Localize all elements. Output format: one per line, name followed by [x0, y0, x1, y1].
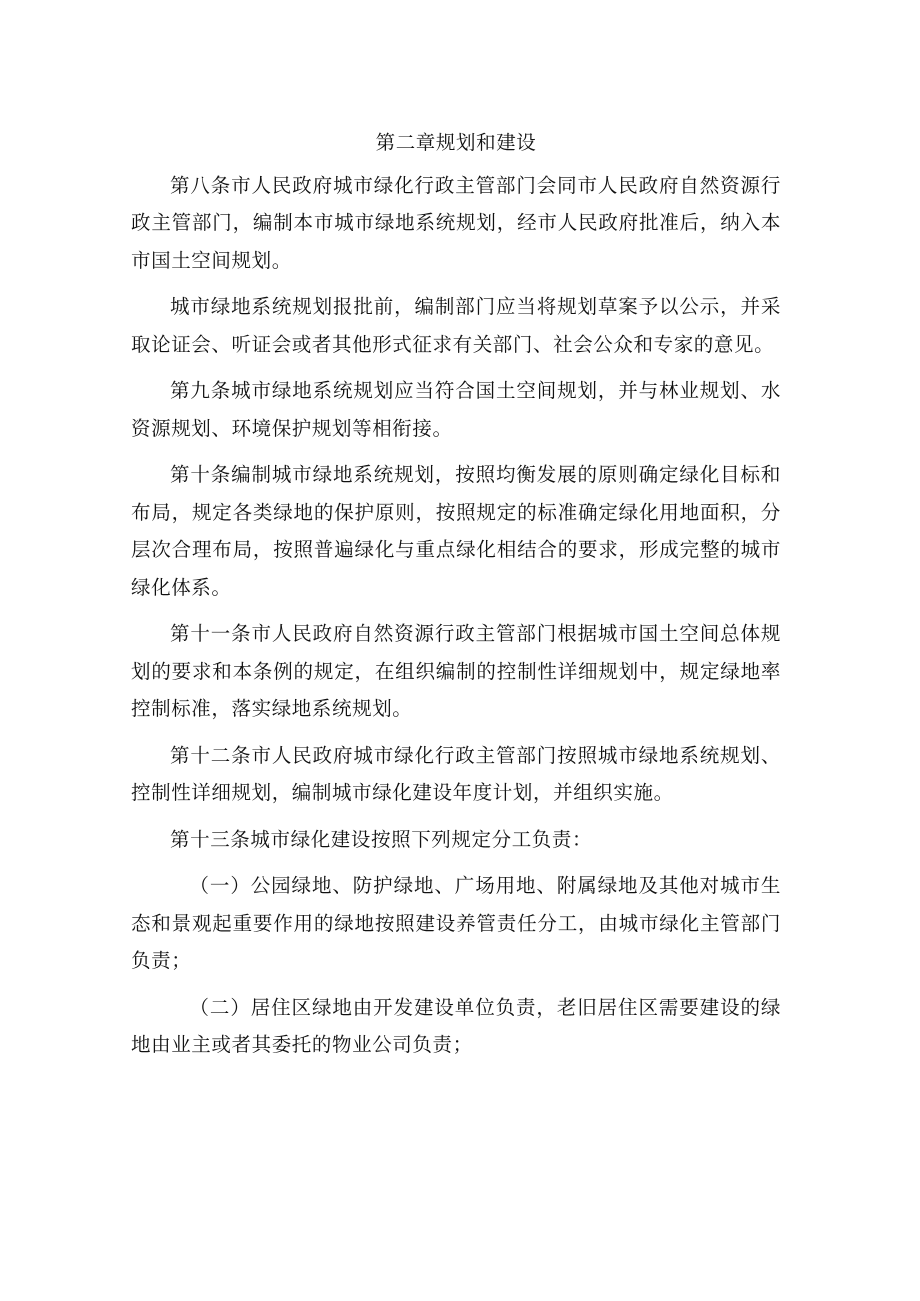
article-8-paragraph: 第八条市人民政府城市绿化行政主管部门会同市人民政府自然资源行政主管部门，编制本市城市绿地系统规划，经市人民政府批准后，纳入本市国土空间规划。	[131, 173, 781, 272]
chapter-title: 第二章规划和建设	[375, 131, 537, 154]
article-13-item-2: （二）居住区绿地由开发建设单位负责，老旧居住区需要建设的绿地由业主或者其委托的物业公司负责；	[131, 995, 781, 1056]
article-13-paragraph: 第十三条城市绿化建设按照下列规定分工负责：	[170, 827, 593, 851]
article-13-item-1: （一）公园绿地、防护绿地、广场用地、附属绿地及其他对城市生态和景观起重要作用的绿地按照建设养管责任分工，由城市绿化主管部门负责；	[131, 874, 781, 972]
article-9-paragraph: 第九条城市绿地系统规划应当符合国土空间规划，并与林业规划、水资源规划、环境保护规划等相衔接。	[131, 379, 781, 440]
article-8-publicity-paragraph: 城市绿地系统规划报批前，编制部门应当将规划草案予以公示，并采取论证会、听证会或者其他形式征求有关部门、社会公众和专家的意见。	[131, 295, 781, 356]
article-11-paragraph: 第十一条市人民政府自然资源行政主管部门根据城市国土空间总体规划的要求和本条例的规定，在组织编制的控制性详细规划中，规定绿地率控制标准，落实绿地系统规划。	[131, 622, 781, 720]
document-body	[131, 124, 781, 1073]
article-10-paragraph: 第十条编制城市绿地系统规划，按照均衡发展的原则确定绿化目标和布局，规定各类绿地的保护原则，按照规定的标准确定绿化用地面积，分层次合理布局，按照普遍绿化与重点绿化相结合的要求，形成完整的城市绿化体系。	[131, 463, 781, 599]
article-12-paragraph: 第十二条市人民政府城市绿化行政主管部门按照城市绿地系统规划、控制性详细规划，编制城市绿化建设年度计划，并组织实施。	[131, 743, 781, 804]
